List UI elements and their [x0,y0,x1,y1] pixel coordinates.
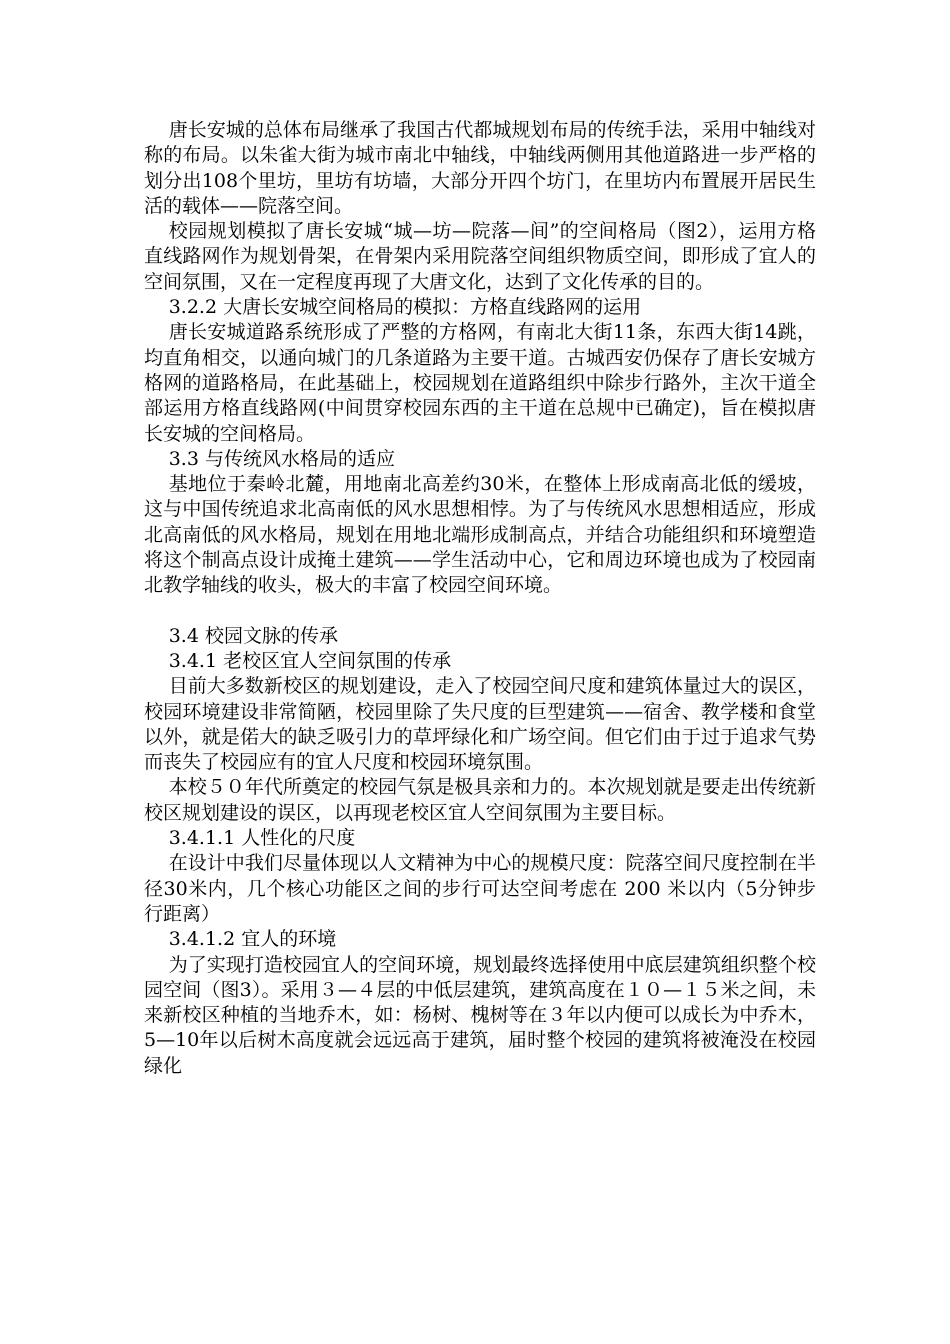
paragraph-6: 本校５０年代所奠定的校园气氛是极具亲和力的。本次规划就是要走出传统新校区规划建设的误区，以再现老校区宜人空间氛围为主要目标。 [144,776,816,824]
paragraph-1: 唐长安城的总体布局继承了我国古代都城规划布局的传统手法，采用中轴线对称的布局。以朱雀大街为城市南北中轴线，中轴线两侧用其他道路进一步严格的划分出108个里坊，里坊有坊墙，大部分开四个坊门，在里坊内布置展开居民生活的载体——院落空间。 [144,119,816,217]
section-heading-3-2-2: 3.2.2 大唐长安城空间格局的模拟：方格直线路网的运用 [168,296,642,319]
document-body [144,118,816,1079]
blank-line [144,599,816,624]
paragraph-8: 为了实现打造校园宜人的空间环境，规划最终选择使用中底层建筑组织整个校园空间（图3）。采用３—４层的中低层建筑，建筑高度在１０—１５米之间，未来新校区种植的当地乔木，如：杨树、槐树等在３年以内便可以成长为中乔木，5—10年以后树木高度就会远远高于建筑，届时整个校园的建筑将被淹没在校园绿化 [144,953,816,1077]
section-heading-3-3: 3.3 与传统风水格局的适应 [168,447,395,470]
section-heading-3-4: 3.4 校园文脉的传承 [168,624,338,647]
paragraph-3: 唐长安城道路系统形成了严整的方格网，有南北大街11条，东西大街14跳，均直角相交，以通向城门的几条道路为主要干道。古城西安仍保存了唐长安城方格网的道路格局，在此基础上，校园规划在道路组织中除步行路外，主次干道全部运用方格直线路网(中间贯穿校园东西的主干道在总规中已确定)，旨在模拟唐长安城的空间格局。 [144,321,816,445]
paragraph-7: 在设计中我们尽量体现以人文精神为中心的规模尺度：院落空间尺度控制在半径30米内，几个核心功能区之间的步行可达空间考虑在 200 米以内（5分钟步行距离） [144,852,816,925]
section-heading-3-4-1: 3.4.1 老校区宜人空间氛围的传承 [168,649,452,672]
section-heading-3-4-1-2: 3.4.1.2 宜人的环境 [168,928,337,951]
paragraph-5: 目前大多数新校区的规划建设，走入了校园空间尺度和建筑体量过大的误区，校园环境建设非常简陋，校园里除了失尺度的巨型建筑——宿舍、教学楼和食堂以外，就是偌大的缺乏吸引力的草坪绿化和广场空间。但它们由于过于追求气势而丧失了校园应有的宜人尺度和校园环境氛围。 [144,675,816,774]
paragraph-2: 校园规划模拟了唐长安城“城—坊—院落—间”的空间格局（图2），运用方格直线路网作为规划骨架，在骨架内采用院落空间组织物质空间，即形成了宜人的空间氛围，又在一定程度再现了大唐文化，达到了文化传承的目的。 [144,220,816,293]
paragraph-4: 基地位于秦岭北麓，用地南北高差约30米，在整体上形成南高北低的缓坡，这与中国传统追求北高南低的风水思想相悖。为了与传统风水思想相适应，形成北高南低的风水格局，规划在用地北端形成制高点，并结合功能组织和环境塑造将这个制高点设计成掩土建筑——学生活动中心，它和周边环境也成为了校园南北教学轴线的收头，极大的丰富了校园空间环境。 [144,473,816,597]
section-heading-3-4-1-1: 3.4.1.1 人性化的尺度 [168,827,356,850]
